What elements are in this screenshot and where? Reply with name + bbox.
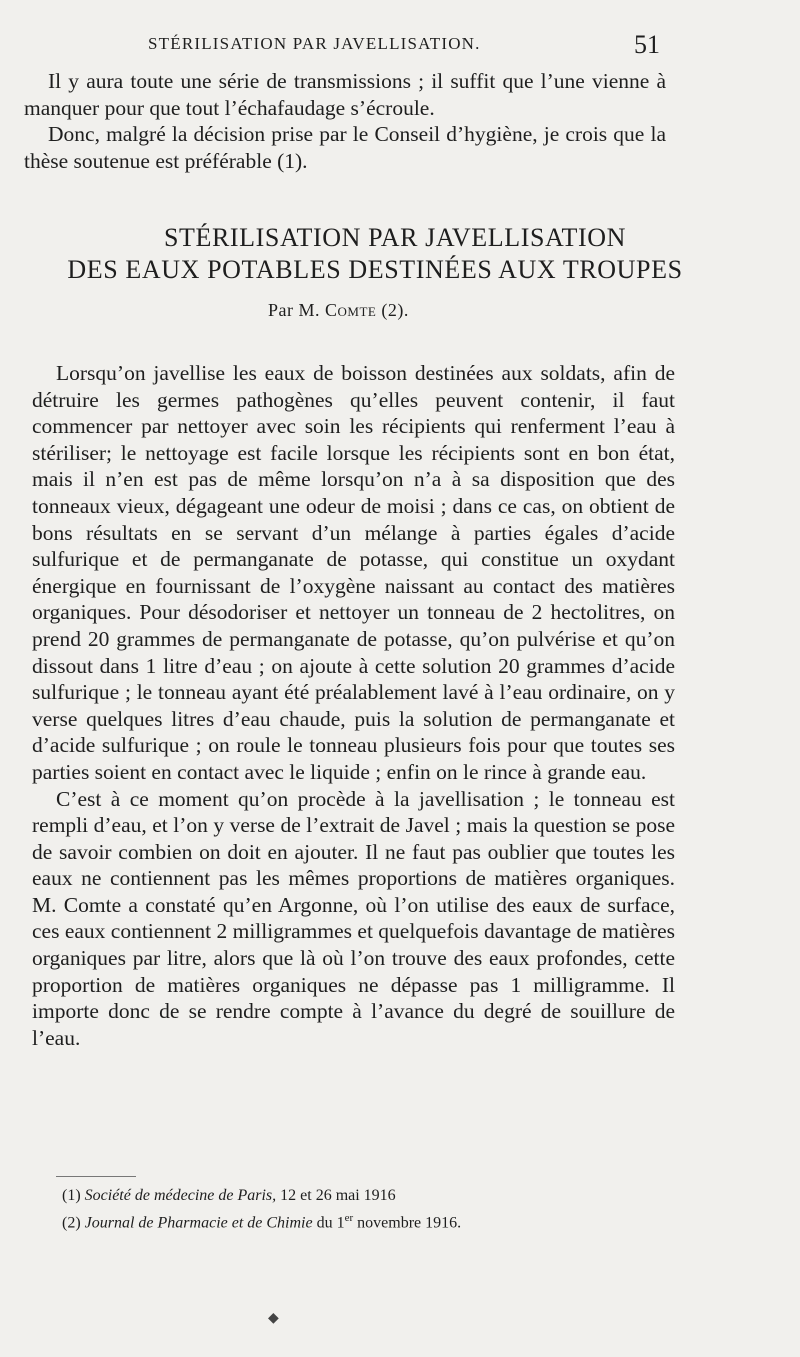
running-title: STÉRILISATION PAR JAVELLISATION.	[148, 34, 481, 53]
footnote-divider	[56, 1176, 136, 1177]
footnote-source: Société de médecine de Paris,	[84, 1187, 277, 1204]
page-number: 51	[634, 30, 660, 59]
intro-text	[24, 68, 666, 174]
intro-paragraph-1: Il y aura toute une série de transmissions ; il suffit que l’une vienne à manquer pour que tout l’échafaudage s’écroule.	[24, 69, 666, 120]
footnote-1	[62, 1184, 461, 1207]
byline-note: (2).	[381, 300, 409, 320]
intro-paragraph-2: Donc, malgré la décision prise par le Conseil d’hygiène, je crois que la thèse soutenue est préférable (1).	[24, 122, 666, 173]
byline-author: Comte	[325, 300, 377, 320]
byline-prefix: Par M.	[268, 300, 320, 320]
footnote-detail: du 1	[316, 1214, 345, 1232]
article-body	[32, 360, 675, 1051]
footnotes	[62, 1184, 461, 1234]
article-title	[0, 222, 800, 286]
footnote-source: Journal de Pharmacie et de Chimie	[84, 1214, 313, 1232]
body-paragraph-2: C’est à ce moment qu’on procède à la javellisation ; le tonneau est rempli d’eau, et l’on y verse de l’extrait de Javel ; mais la question se pose de savoir combien on doit en ajouter. Il ne faut pas oublier que toutes les eaux ne contiennent pas les mêmes proportions de matières organiques. M. Comte a constaté qu’en Argonne, où l’on utilise des eaux de surface, ces eaux contiennent 2 milligrammes et quelquefois davantage de matières organiques par litre, alors que là où l’on trouve des eaux profondes, cette proportion de matières organiques ne dépasse pas 1 milligramme. Il importe donc de se rendre compte à l’avance du degré de souillure de l’eau.	[32, 786, 675, 1050]
article-title-line-2: DES EAUX POTABLES DESTINÉES AUX TROUPES	[67, 255, 683, 284]
footnote-number: (2)	[62, 1214, 81, 1232]
ink-mark-icon: ◆	[268, 1311, 279, 1326]
byline	[268, 300, 409, 321]
footnote-superscript: er	[344, 1212, 354, 1224]
footnote-number: (1)	[62, 1187, 81, 1204]
body-paragraph-1: Lorsqu’on javellise les eaux de boisson destinées aux soldats, afin de détruire les germes pathogènes qu’elles peuvent contenir, il faut commencer par nettoyer avec soin les récipients qui renferment l’eau à stériliser; le nettoyage est facile lorsque les récipients sont en bon état, mais il n’en est pas de même lorsqu’on n’a à sa disposition que des tonneaux vieux, dégageant une odeur de moisi ; dans ce cas, on obtient de bons résultats en se servant d’un mélange à parties égales d’acide sulfurique et de permanganate de potasse, qui constitue un oxydant énergique en fournissant de l’oxygène naissant au contact des matières organiques. Pour désodoriser et nettoyer un tonneau de 2 hectolitres, on prend 20 grammes de permanganate de potasse, qu’on pulvérise et qu’on dissout dans 1 litre d’eau ; on ajoute à cette solution 20 grammes d’acide sulfurique ; le tonneau ayant été préalablement lavé à l’eau ordinaire, on y verse quelques litres d’eau chaude, puis la solution de permanganate et d’acide sulfurique ; on roule le tonneau plusieurs fois pour que toutes ses parties soient en contact avec le liquide ; enfin on le rince à grande eau.	[32, 361, 675, 784]
article-title-line-1: STÉRILISATION PAR JAVELLISATION	[163, 223, 627, 252]
footnote-2	[62, 1207, 461, 1234]
footnote-detail-end: novembre 1916.	[357, 1214, 462, 1232]
footnote-detail: 12 et 26 mai 1916	[280, 1187, 396, 1204]
running-header	[0, 30, 800, 64]
